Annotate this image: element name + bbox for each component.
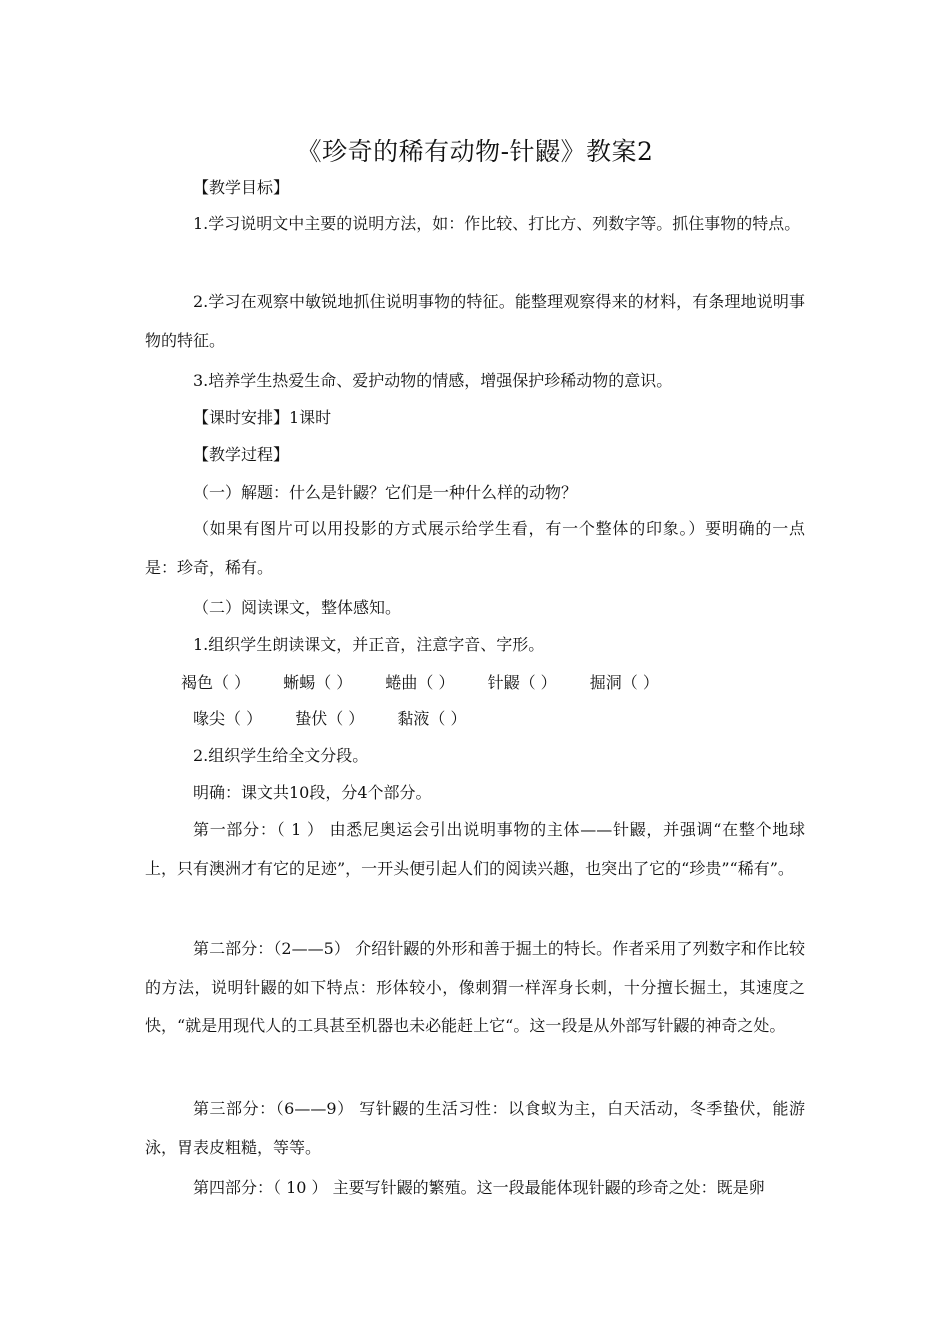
vocab-item: 掘洞（ ） [589,673,659,692]
class-schedule: 【课时安排】1课时 [193,408,332,427]
part-2: 第二部分：（2——5） 介绍针鼹的外形和善于掘土的特长。作者采用了列数字和作比较的方法，说明针鼹的如下特点：形体较小，像刺猬一样浑身长刺，十分擅长掘土，其速度之快，“就是用现代人的工具甚至机器也未必能赶上它“。这一段是从外部写针鼹的神奇之处。 [145,939,805,1035]
part-1: 第一部分：（ 1 ） 由悉尼奥运会引出说明事物的主体——针鼹，并强调“在整个地球上，只有澳洲才有它的足迹”，一开头便引起人们的阅读兴趣，也突出了它的“珍贵”“稀有”。 [145,820,805,878]
vocab-item: 喙尖（ ） [193,709,263,728]
goal-2: 2.学习在观察中敏锐地抓住说明事物的特征。能整理观察得来的材料，有条理地说明事物的特征。 [145,292,805,350]
vocab-item: 褐色（ ） [181,673,251,692]
part-3: 第三部分：（6——9） 写针鼹的生活习性：以食蚁为主，白天活动，冬季蛰伏，能游泳，胃表皮粗糙，等等。 [145,1099,805,1157]
heading-teaching-process: 【教学过程】 [193,445,290,464]
vocab-row-1 [181,672,687,694]
task-1: 1.组织学生朗读课文，并正音，注意字音、字形。 [193,635,545,654]
task-2: 2.组织学生给全文分段。 [193,746,369,765]
clarify-note: 明确：课文共10段，分4个部分。 [193,783,432,802]
vocab-item: 蜷曲（ ） [385,673,455,692]
part-4: 第四部分：（ 10 ） 主要写针鼹的繁殖。这一段最能体现针鼹的珍奇之处：既是卵 [193,1178,765,1197]
vocab-item: 蛰伏（ ） [295,709,365,728]
vocab-item: 黏液（ ） [397,709,467,728]
vocab-item: 蜥蜴（ ） [283,673,353,692]
vocab-item: 针鼹（ ） [487,673,557,692]
vocab-row-2 [193,708,494,730]
step-2-title: （二）阅读课文，整体感知。 [193,598,402,617]
goal-1: 1.学习说明文中主要的说明方法，如：作比较、打比方、列数字等。抓住事物的特点。 [193,214,801,233]
step-1-title: （一）解题：什么是针鼹？它们是一种什么样的动物？ [193,483,578,502]
document-title: 《珍奇的稀有动物-针鼹》教案2 [296,137,654,166]
heading-teaching-goals: 【教学目标】 [193,178,290,197]
step-1-note: （如果有图片可以用投影的方式展示给学生看，有一个整体的印象。）要明确的一点是：珍奇，稀有。 [145,519,805,577]
goal-3: 3.培养学生热爱生命、爱护动物的情感，增强保护珍稀动物的意识。 [193,371,673,390]
